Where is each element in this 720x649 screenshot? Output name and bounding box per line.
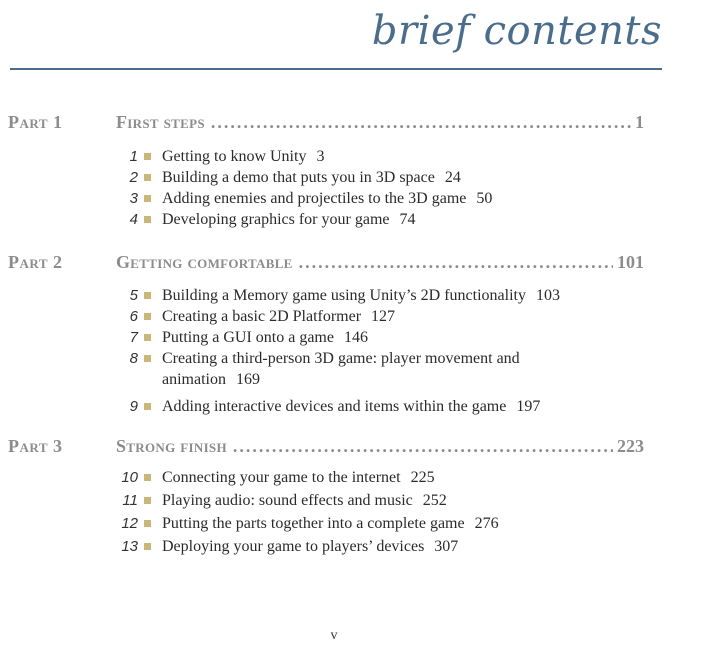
square-bullet-icon <box>144 355 151 362</box>
chapter-title: Putting a GUI onto a game <box>162 329 334 346</box>
square-bullet-icon <box>144 497 151 504</box>
part-title-line <box>116 252 644 273</box>
chapter-page-number: 169 <box>235 371 260 388</box>
part-title-line <box>116 436 644 457</box>
chapter-number: 4 <box>129 211 138 228</box>
square-bullet-icon <box>144 216 151 223</box>
square-bullet-icon <box>144 292 151 299</box>
chapter-entry-2[interactable] <box>108 167 628 188</box>
chapter-entry-1[interactable] <box>108 146 628 167</box>
part-label: Part 2 <box>8 252 63 272</box>
dot-leader <box>299 252 613 273</box>
part-heading-1[interactable] <box>8 112 644 136</box>
chapter-number: 9 <box>129 398 138 415</box>
part-title-line <box>116 112 644 133</box>
chapter-title: Connecting your game to the internet <box>162 469 401 486</box>
chapter-title: Getting to know Unity <box>162 148 307 165</box>
part-label: Part 3 <box>8 436 63 456</box>
chapter-page-number: 127 <box>371 308 396 325</box>
chapter-entry-9[interactable] <box>108 396 628 417</box>
chapter-number: 7 <box>129 329 138 346</box>
chapter-title: Building a demo that puts you in 3D space <box>162 169 435 186</box>
chapter-page-number: 276 <box>474 515 499 532</box>
chapter-entry-13[interactable] <box>108 536 628 557</box>
chapter-page-number: 74 <box>399 211 416 228</box>
chapter-title: Deploying your game to players’ devices <box>162 538 425 555</box>
chapter-page-number: 307 <box>434 538 459 555</box>
square-bullet-icon <box>144 153 151 160</box>
part-label: Part 1 <box>8 112 63 132</box>
square-bullet-icon <box>144 195 151 202</box>
chapter-number: 10 <box>121 469 138 486</box>
square-bullet-icon <box>144 403 151 410</box>
square-bullet-icon <box>144 520 151 527</box>
chapter-entry-5[interactable] <box>108 285 628 306</box>
title-rule <box>10 68 662 70</box>
page-title: brief contents <box>371 8 662 54</box>
square-bullet-icon <box>144 313 151 320</box>
page-number-footer: v <box>330 628 338 643</box>
dot-leader <box>211 112 631 133</box>
chapter-entry-8[interactable] <box>108 348 548 390</box>
part-heading-2[interactable] <box>8 252 644 276</box>
dot-leader <box>233 436 613 457</box>
chapter-entry-3[interactable] <box>108 188 628 209</box>
part-page-number: 1 <box>635 112 644 132</box>
chapter-page-number: 103 <box>535 287 560 304</box>
chapter-page-number: 146 <box>343 329 368 346</box>
part-title: Strong finish <box>116 436 227 456</box>
chapter-title: Adding enemies and projectiles to the 3D game <box>162 190 467 207</box>
chapter-page-number: 197 <box>516 398 541 415</box>
chapter-entry-11[interactable] <box>108 490 628 511</box>
chapter-page-number: 24 <box>444 169 461 186</box>
chapter-number: 2 <box>129 169 138 186</box>
chapter-page-number: 3 <box>316 148 325 165</box>
part-page-number: 223 <box>617 436 644 456</box>
chapter-entry-7[interactable] <box>108 327 628 348</box>
square-bullet-icon <box>144 174 151 181</box>
part-title: Getting comfortable <box>116 252 293 272</box>
chapter-title: Creating a basic 2D Platformer <box>162 308 362 325</box>
chapter-title: Building a Memory game using Unity’s 2D functionality <box>162 287 526 304</box>
chapter-page-number: 225 <box>410 469 435 486</box>
chapter-title: Creating a third-person 3D game: player movement and animation <box>162 350 520 388</box>
chapter-number: 8 <box>129 350 138 367</box>
chapter-number: 1 <box>129 148 138 165</box>
chapter-entry-4[interactable] <box>108 209 628 230</box>
chapter-number: 13 <box>121 538 138 555</box>
chapter-title: Adding interactive devices and items within the game <box>162 398 507 415</box>
square-bullet-icon <box>144 334 151 341</box>
chapter-entry-12[interactable] <box>108 513 628 534</box>
part-heading-3[interactable] <box>8 436 644 460</box>
chapter-number: 3 <box>129 190 138 207</box>
chapter-number: 11 <box>122 492 138 509</box>
chapter-number: 6 <box>129 308 138 325</box>
chapter-entry-6[interactable] <box>108 306 628 327</box>
part-title: First steps <box>116 112 205 132</box>
chapter-title: Playing audio: sound effects and music <box>162 492 413 509</box>
chapter-page-number: 252 <box>422 492 447 509</box>
chapter-title: Developing graphics for your game <box>162 211 390 228</box>
chapter-page-number: 50 <box>476 190 493 207</box>
part-page-number: 101 <box>617 252 644 272</box>
square-bullet-icon <box>144 474 151 481</box>
square-bullet-icon <box>144 543 151 550</box>
chapter-entry-10[interactable] <box>108 467 628 488</box>
chapter-number: 5 <box>129 287 138 304</box>
chapter-title: Putting the parts together into a complete game <box>162 515 465 532</box>
chapter-number: 12 <box>121 515 138 532</box>
